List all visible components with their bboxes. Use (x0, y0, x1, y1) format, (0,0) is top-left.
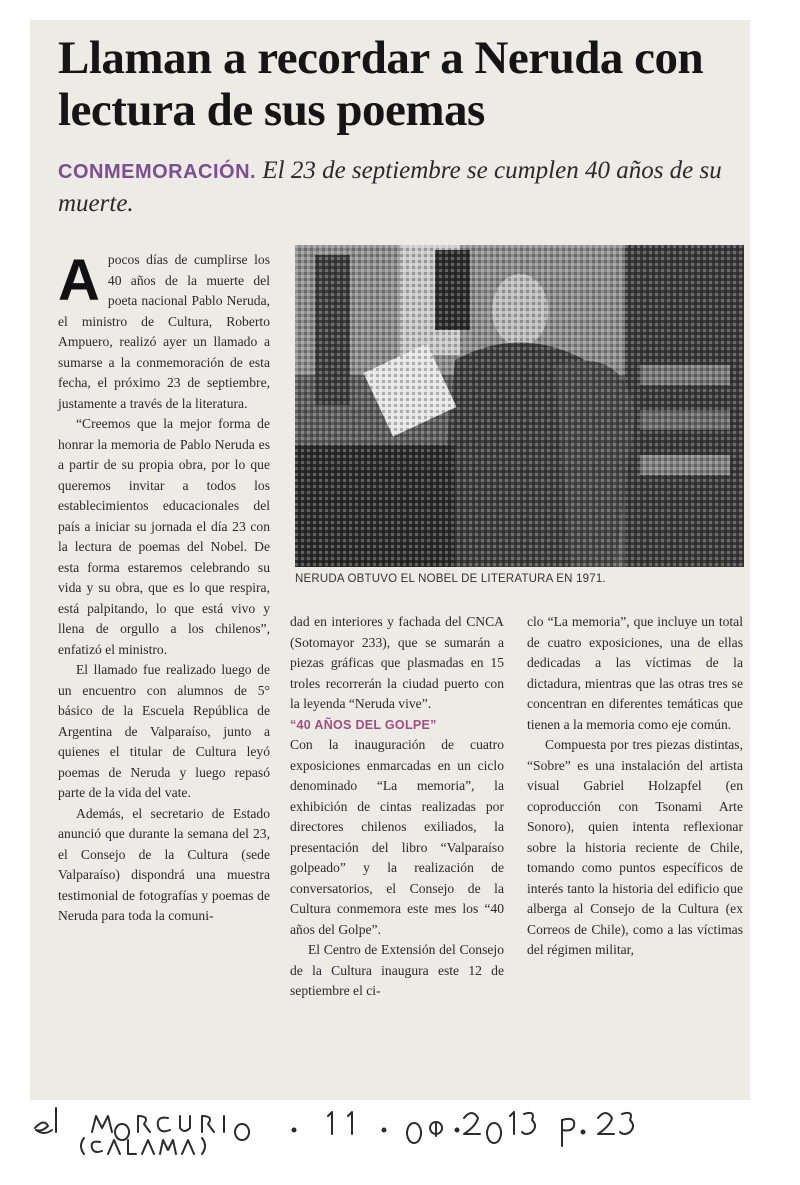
deck: El 23 de septiembre se cumplen 40 años de su muerte. (58, 157, 722, 217)
paragraph: Con la inauguración de cuatro exposiciones enmarcadas en un ciclo denominado “La memoria”, la exhibición de cintas realizadas por directores chilenos exiliados, la presentación del libro “Valparaíso golpeado” y la realización de conversatorios, el Consejo de la Cultura conmemora este mes los “40 años del Golpe”. (290, 737, 504, 937)
deck-line (58, 155, 748, 220)
column-1 (58, 250, 270, 927)
photo-neruda-reading (295, 245, 744, 567)
paragraph: El llamado fue realizado luego de un encuentro con alumnos de 5° básico de la Escuela República de Argentina de Valparaíso, junto a quienes el titular de Cultura leyó poemas de Neruda y luego repasó parte de la vida del vate. (58, 662, 270, 800)
kicker: CONMEMORACIÓN. (58, 161, 257, 183)
photo-image (295, 245, 744, 567)
paragraph-text: pocos días de cumplirse los 40 años de la muerte del poeta nacional Pablo Neruda, el ministro de Cultura, Roberto Ampuero, realizó ayer un llamado a sumarse a la conmemoración de esta fecha, el próximo 23 de septiembre, justamente a través de la literatura. (58, 252, 270, 411)
column-2 (290, 612, 504, 1002)
headline: Llaman a recordar a Neruda con lectura de sus poemas (58, 32, 704, 136)
paragraph: clo “La memoria”, que incluye un total de cuatro exposiciones, una de ellas dedicadas a las víctimas de la dictadura, mientras que las otras tres se concentran en diferentes temáticas que tienen a la memoria como eje común. (527, 614, 743, 732)
photo-caption: NERUDA OBTUVO EL NOBEL DE LITERATURA EN 1971. (295, 573, 606, 585)
paragraph (58, 250, 270, 414)
column-3 (527, 612, 743, 961)
paragraph: “Creemos que la mejor forma de honrar la memoria de Pablo Neruda es a partir de su propia obra, por lo que queremos invitar a todos los establecimientos educacionales del país a iniciar su jornada el día 23 con la lectura de poemas del Nobel. De esta forma estaremos celebrando su vida y su obra, que es lo que respira, está palpitando, lo que está vivo y llena de orgullo a los chilenos”, enfatizó el ministro. (58, 416, 270, 657)
handwritten-source-note (32, 1098, 752, 1158)
paragraph: Compuesta por tres piezas distintas, “Sobre” es una instalación del artista visual Gabriel Holzapfel (en coproducción con Tsonami Arte Sonoro), quien intenta reflexionar sobre la historia reciente de Chile, tomando como puntos específicos de interés tanto la historia del edificio que alberga al Consejo de la Cultura (ex Correos de Chile), como a las víctimas del régimen militar, (527, 737, 743, 957)
paragraph: El Centro de Extensión del Consejo de la Cultura inaugura este 12 de septiembre el ci- (290, 942, 504, 998)
handwriting-image (32, 1098, 752, 1158)
drop-cap: A (58, 248, 100, 313)
subhead: “40 AÑOS DEL GOLPE” (290, 717, 437, 732)
paragraph: dad en interiores y fachada del CNCA (Sotomayor 233), que se sumarán a piezas gráficas que plasmadas en 15 troles recorrerán la ciudad puerto con la leyenda “Neruda vive”. (290, 614, 504, 711)
paragraph: Además, el secretario de Estado anunció que durante la semana del 23, el Consejo de la Cultura (sede Valparaíso) dispondrá una muestra testimonial de fotografías y poemas de Neruda para toda la comuni- (58, 805, 270, 923)
